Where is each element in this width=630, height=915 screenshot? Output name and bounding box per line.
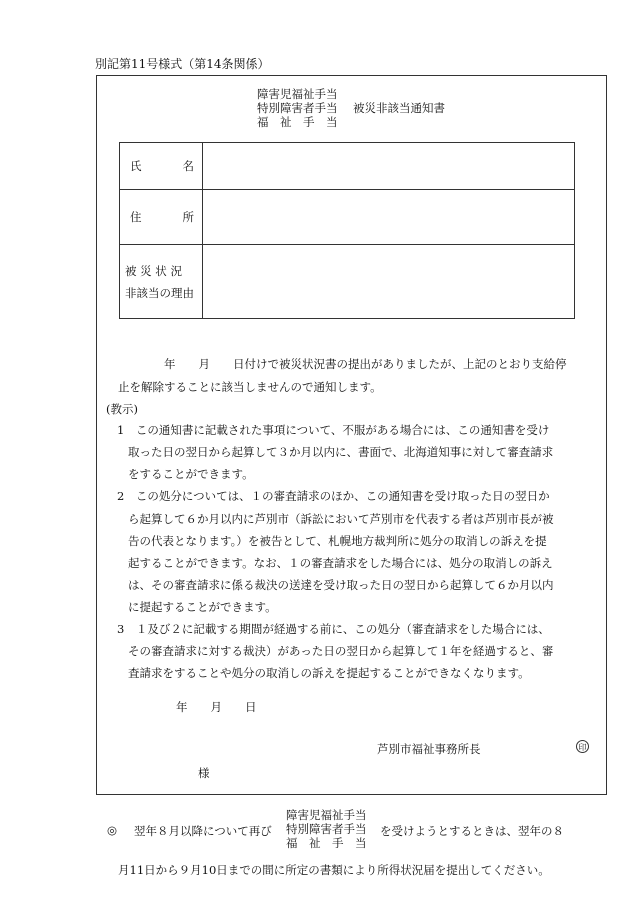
footer-pre: 翌年８月以降について再び: [134, 824, 272, 838]
body-line-1: 年 月 日付けで被災状況書の提出がありましたが、上記のとおり支給停: [118, 357, 567, 371]
seal-mark-icon: 印: [576, 740, 589, 753]
instruction-1-line-1: 1 この通知書に記載された事項について、不服がある場合には、この通知書を受け: [117, 423, 550, 437]
footer-stack-2: 特別障害者手当: [286, 822, 367, 836]
instruction-3-line-2: その審査請求に対する裁決）があった日の翌日から起算して１年を経過すると、審: [128, 644, 554, 658]
reason-label-cell: [120, 245, 203, 319]
name-value-cell: [203, 143, 575, 190]
title-line-3: 福 祉 手 当: [257, 115, 338, 129]
instruction-2-line-1: 2 この処分については、１の審査請求のほか、この通知書を受け取った日の翌日か: [117, 489, 550, 503]
recipient-suffix: 様: [198, 766, 210, 780]
address-label-1: 住: [130, 210, 142, 224]
name-label-1: 氏: [130, 159, 142, 173]
instruction-2-line-6: に提起することができます。: [128, 600, 277, 614]
reason-value-cell: [203, 245, 575, 319]
instruction-3-line-3: 査請求をすることや処分の取消しの訴えを提起することができなくなります。: [128, 666, 530, 680]
address-label-2: 所: [182, 210, 194, 224]
info-table: [119, 142, 575, 319]
name-label-cell: [120, 143, 203, 190]
instruction-2-line-5: は、その審査請求に係る裁決の送達を受け取った日の翌日から起算して６か月以内: [128, 578, 554, 592]
footer-post: を受けようとするときは、翌年の８: [380, 824, 564, 838]
instruction-2-line-4: 起することができます。なお、１の審査請求をした場合には、処分の取消しの訴え: [128, 556, 553, 570]
address-label-cell: [120, 190, 203, 245]
form-number: 別記第11号様式（第14条関係）: [95, 57, 270, 71]
instruction-heading: (教示): [106, 402, 138, 416]
instruction-2-line-3: 告の代表となります。）を被告として、札幌地方裁判所に処分の取消しの訴えを提: [128, 534, 547, 548]
instruction-2-line-2: ら起算して６か月以内に芦別市（訴訟において芦別市を代表する者は芦別市長が被: [128, 512, 554, 526]
reason-label-2: 非該当の理由: [125, 285, 194, 300]
reason-label-1: 被 災 状 況: [125, 263, 182, 278]
name-label-2: 名: [182, 159, 194, 173]
issuer-name: 芦別市福祉事務所長: [377, 742, 481, 756]
instruction-1-line-2: 取った日の翌日から起算して３か月以内に、書面で、北海道知事に対して審査請求: [128, 445, 554, 459]
date-line: 年 月 日: [176, 700, 257, 714]
footer-mark: ◎: [107, 823, 118, 837]
title-line-1: 障害児福祉手当: [257, 87, 338, 101]
body-line-2: 止を解除することに該当しませんので通知します。: [118, 380, 382, 394]
footer-stack-1: 障害児福祉手当: [286, 808, 367, 822]
footer-line-2: 月11日から９月10日までの間に所定の書類により所得状況届を提出してください。: [118, 863, 550, 877]
instruction-3-line-1: 3 １及び２に記載する期間が経過する前に、この処分（審査請求をした場合には、: [117, 622, 550, 636]
instruction-1-line-3: をすることができます。: [128, 467, 254, 481]
footer-stack-3: 福 祉 手 当: [286, 836, 367, 850]
title-line-2-suffix: 被災非該当通知書: [353, 101, 445, 115]
title-line-2-prefix: 特別障害者手当: [257, 101, 338, 115]
address-value-cell: [203, 190, 575, 245]
